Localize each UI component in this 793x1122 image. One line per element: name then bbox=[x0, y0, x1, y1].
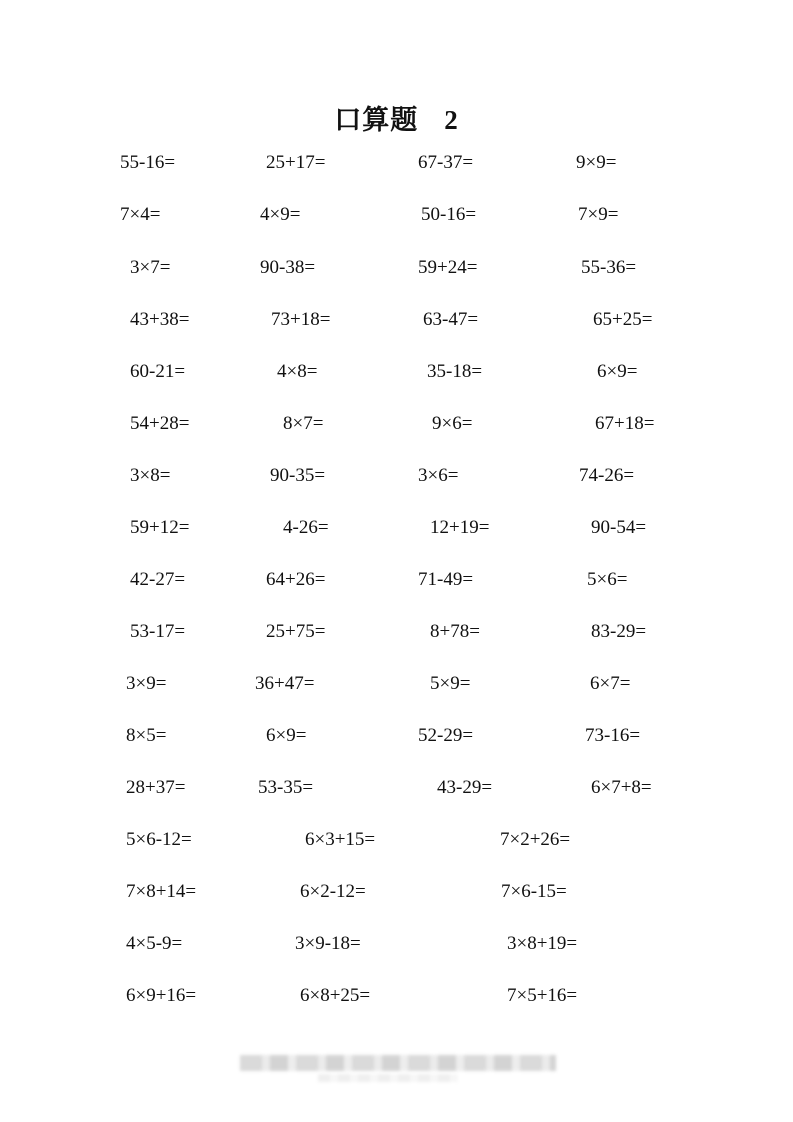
problem-r11-c2: 36+47= bbox=[255, 673, 315, 694]
problem-r13-c1: 28+37= bbox=[126, 777, 186, 798]
problem-r8-c4: 90-54= bbox=[591, 517, 647, 538]
problem-r17-c1: 6×9+16= bbox=[126, 985, 197, 1006]
problem-r13-c2: 53-35= bbox=[258, 777, 314, 798]
problem-r6-c2: 8×7= bbox=[283, 413, 324, 434]
problem-r2-c4: 7×9= bbox=[578, 204, 619, 225]
problem-r17-c2: 6×8+25= bbox=[300, 985, 371, 1006]
problem-r2-c1: 7×4= bbox=[120, 204, 161, 225]
problem-r16-c2: 3×9-18= bbox=[295, 933, 361, 954]
problem-r4-c2: 73+18= bbox=[271, 309, 331, 330]
problem-r6-c4: 67+18= bbox=[595, 413, 655, 434]
problem-r1-c4: 9×9= bbox=[576, 152, 617, 173]
problem-r7-c1: 3×8= bbox=[130, 465, 171, 486]
page-title bbox=[0, 98, 793, 137]
problem-r16-c3: 3×8+19= bbox=[507, 933, 578, 954]
problem-r5-c2: 4×8= bbox=[277, 361, 318, 382]
problem-r3-c4: 55-36= bbox=[581, 257, 637, 278]
problem-r1-c3: 67-37= bbox=[418, 152, 474, 173]
problem-r3-c1: 3×7= bbox=[130, 257, 171, 278]
footer-watermark bbox=[240, 1055, 556, 1071]
problem-r4-c1: 43+38= bbox=[130, 309, 190, 330]
problem-r5-c1: 60-21= bbox=[130, 361, 186, 382]
problem-r7-c2: 90-35= bbox=[270, 465, 326, 486]
problem-r16-c1: 4×5-9= bbox=[126, 933, 183, 954]
problem-r15-c2: 6×2-12= bbox=[300, 881, 366, 902]
problem-r17-c3: 7×5+16= bbox=[507, 985, 578, 1006]
problem-r12-c2: 6×9= bbox=[266, 725, 307, 746]
problem-r12-c3: 52-29= bbox=[418, 725, 474, 746]
problem-r10-c3: 8+78= bbox=[430, 621, 480, 642]
problem-r8-c1: 59+12= bbox=[130, 517, 190, 538]
problem-r15-c3: 7×6-15= bbox=[501, 881, 567, 902]
title-number: 2 bbox=[444, 105, 459, 135]
problem-r10-c4: 83-29= bbox=[591, 621, 647, 642]
problem-r9-c1: 42-27= bbox=[130, 569, 186, 590]
problem-r3-c3: 59+24= bbox=[418, 257, 478, 278]
problem-r13-c4: 6×7+8= bbox=[591, 777, 652, 798]
problem-r2-c2: 4×9= bbox=[260, 204, 301, 225]
problem-r4-c3: 63-47= bbox=[423, 309, 479, 330]
problem-r12-c4: 73-16= bbox=[585, 725, 641, 746]
problem-r3-c2: 90-38= bbox=[260, 257, 316, 278]
problem-r4-c4: 65+25= bbox=[593, 309, 653, 330]
problem-r12-c1: 8×5= bbox=[126, 725, 167, 746]
title-text: 口算题 bbox=[334, 105, 419, 135]
problem-r14-c3: 7×2+26= bbox=[500, 829, 571, 850]
problem-r11-c1: 3×9= bbox=[126, 673, 167, 694]
problem-r10-c2: 25+75= bbox=[266, 621, 326, 642]
problem-r5-c4: 6×9= bbox=[597, 361, 638, 382]
problem-r1-c1: 55-16= bbox=[120, 152, 176, 173]
problem-r9-c4: 5×6= bbox=[587, 569, 628, 590]
problem-r6-c3: 9×6= bbox=[432, 413, 473, 434]
problem-r14-c1: 5×6-12= bbox=[126, 829, 192, 850]
problem-r11-c4: 6×7= bbox=[590, 673, 631, 694]
problem-r7-c4: 74-26= bbox=[579, 465, 635, 486]
problem-r7-c3: 3×6= bbox=[418, 465, 459, 486]
problem-r14-c2: 6×3+15= bbox=[305, 829, 376, 850]
problem-r8-c3: 12+19= bbox=[430, 517, 490, 538]
problem-r15-c1: 7×8+14= bbox=[126, 881, 197, 902]
problem-r1-c2: 25+17= bbox=[266, 152, 326, 173]
problem-r8-c2: 4-26= bbox=[283, 517, 329, 538]
problem-r5-c3: 35-18= bbox=[427, 361, 483, 382]
problem-r11-c3: 5×9= bbox=[430, 673, 471, 694]
problem-r13-c3: 43-29= bbox=[437, 777, 493, 798]
footer-watermark-sub bbox=[318, 1074, 458, 1082]
problem-r9-c3: 71-49= bbox=[418, 569, 474, 590]
problem-r10-c1: 53-17= bbox=[130, 621, 186, 642]
problem-r9-c2: 64+26= bbox=[266, 569, 326, 590]
problem-r6-c1: 54+28= bbox=[130, 413, 190, 434]
problem-r2-c3: 50-16= bbox=[421, 204, 477, 225]
